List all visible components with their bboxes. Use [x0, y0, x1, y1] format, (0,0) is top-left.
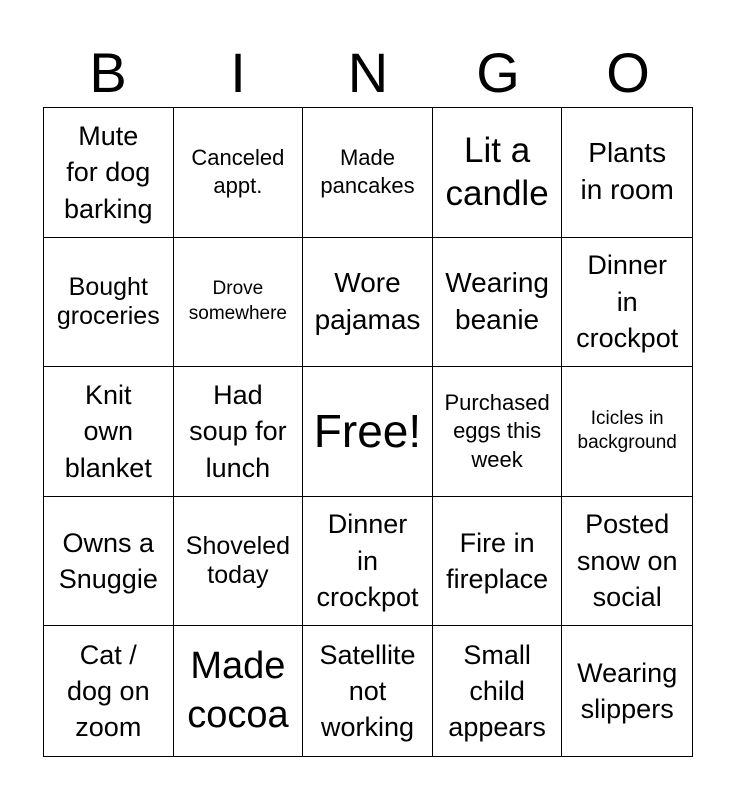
- bingo-cell-r2-c5[interactable]: Dinner in crockpot: [562, 238, 692, 368]
- bingo-cell-r2-c3[interactable]: Wore pajamas: [303, 238, 433, 368]
- bingo-header: [43, 38, 693, 108]
- bingo-cell-r4-c3[interactable]: Dinner in crockpot: [303, 497, 433, 627]
- bingo-cell-r3-c5[interactable]: Icicles in background: [562, 367, 692, 497]
- bingo-cell-r1-c5[interactable]: Plants in room: [562, 108, 692, 238]
- header-letter-o: O: [606, 41, 650, 104]
- bingo-cell-r5-c2[interactable]: Made cocoa: [174, 626, 304, 756]
- bingo-cell-free[interactable]: Free!: [303, 367, 433, 497]
- bingo-cell-r5-c5[interactable]: Wearing slippers: [577, 657, 678, 725]
- bingo-cell-r5-c4[interactable]: Small child appears: [433, 626, 563, 756]
- bingo-cell-r3-c1[interactable]: Knit own blanket: [44, 367, 174, 497]
- bingo-cell-r4-c2[interactable]: Shoveled today: [174, 497, 304, 627]
- bingo-cell-r4-c4[interactable]: Fire in fireplace: [433, 497, 563, 627]
- bingo-cell-r1-c3[interactable]: Made pancakes: [303, 108, 433, 238]
- header-letter-i: I: [230, 41, 246, 104]
- bingo-cell-r2-c4[interactable]: Wearing beanie: [433, 238, 563, 368]
- bingo-cell-r2-c2[interactable]: Drove somewhere: [174, 238, 304, 368]
- bingo-cell-r1-c1[interactable]: Mute for dog barking: [44, 108, 174, 238]
- bingo-cell-r1-c2[interactable]: Canceled appt.: [174, 108, 304, 238]
- bingo-cell-r4-c5[interactable]: Posted snow on social: [562, 497, 692, 627]
- bingo-cell-r3-c2[interactable]: Had soup for lunch: [174, 367, 304, 497]
- header-letter-n: N: [347, 41, 389, 104]
- bingo-cell-r3-c4[interactable]: Purchased eggs this week: [433, 367, 563, 497]
- bingo-board: [43, 107, 693, 757]
- header-letter-b: B: [89, 41, 127, 104]
- bingo-cell-r4-c1[interactable]: Owns a Snuggie: [44, 497, 174, 627]
- bingo-cell-r2-c1[interactable]: Bought groceries: [44, 238, 174, 368]
- bingo-cell-r1-c4[interactable]: Lit a candle: [433, 108, 563, 238]
- bingo-cell-r5-c1[interactable]: Cat / dog on zoom: [44, 626, 174, 756]
- bingo-cell-r5-c3[interactable]: Satellite not working: [303, 626, 433, 756]
- header-letter-g: G: [476, 41, 520, 104]
